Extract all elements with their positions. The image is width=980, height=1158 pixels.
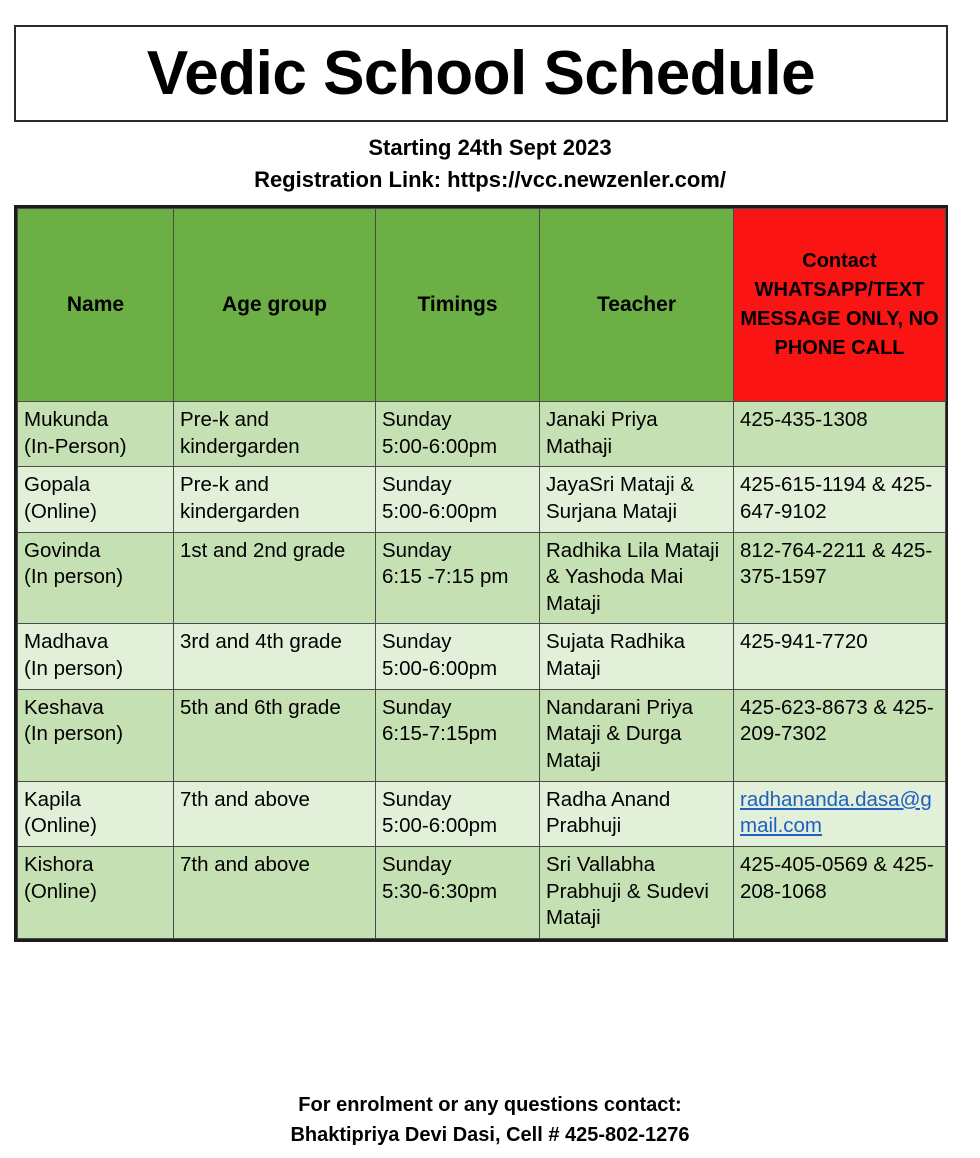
cell-timings — [376, 402, 540, 467]
timings-hours: 5:30-6:30pm — [382, 879, 498, 903]
cell-age-group: 1st and 2nd grade — [174, 532, 376, 624]
timings-hours: 5:00-6:00pm — [382, 814, 498, 838]
table-row — [18, 532, 946, 624]
class-mode: (In person) — [24, 657, 124, 681]
cell-teacher: Nandarani Priya Mataji & Durga Mataji — [540, 689, 734, 781]
schedule-table-wrapper — [14, 205, 948, 942]
timings-day: Sunday — [382, 473, 452, 497]
footer-block — [0, 1090, 980, 1150]
cell-contact — [734, 781, 946, 846]
class-name: Madhava — [24, 630, 109, 654]
class-name: Mukunda — [24, 408, 109, 431]
cell-timings — [376, 532, 540, 624]
footer-contact-text: Bhaktipriya Devi Dasi, Cell # 425-802-1276 — [290, 1124, 690, 1146]
class-name: Govinda — [24, 538, 101, 562]
cell-age-group: 7th and above — [174, 846, 376, 938]
cell-age-group: 5th and 6th grade — [174, 689, 376, 781]
cell-contact: 425-435-1308 — [734, 402, 946, 467]
cell-age-group: 7th and above — [174, 781, 376, 846]
cell-timings — [376, 624, 540, 689]
class-mode: (Online) — [24, 879, 97, 903]
column-header-teacher: Teacher — [540, 209, 734, 402]
class-mode: (Online) — [24, 499, 97, 523]
cell-age-group: Pre-k and kindergarden — [174, 467, 376, 532]
table-row — [18, 846, 946, 938]
cell-teacher: JayaSri Mataji & Surjana Mataji — [540, 467, 734, 532]
timings-hours: 5:00-6:00pm — [382, 657, 498, 681]
timings-hours: 5:00-6:00pm — [382, 434, 498, 458]
cell-name — [18, 532, 174, 624]
table-header-row — [18, 209, 946, 402]
cell-timings — [376, 467, 540, 532]
cell-name — [18, 689, 174, 781]
cell-name — [18, 402, 174, 467]
subtitle-registration-link[interactable]: Registration Link: https://vcc.newzenler.com/ — [254, 166, 726, 192]
cell-teacher: Sujata Radhika Mataji — [540, 624, 734, 689]
timings-hours: 5:00-6:00pm — [382, 499, 498, 523]
class-name: Kishora — [24, 852, 94, 876]
timings-day: Sunday — [382, 630, 452, 654]
cell-contact: 425-623-8673 & 425-209-7302 — [734, 689, 946, 781]
contact-email-link[interactable]: radhananda.dasa@gmail.com — [740, 787, 932, 838]
table-row — [18, 467, 946, 532]
cell-contact: 425-405-0569 & 425-208-1068 — [734, 846, 946, 938]
timings-day: Sunday — [382, 695, 452, 719]
cell-teacher: Radhika Lila Mataji & Yashoda Mai Mataji — [540, 532, 734, 624]
column-header-contact: Contact WHATSAPP/TEXT MESSAGE ONLY, NO PHONE CALL — [734, 209, 946, 402]
cell-timings — [376, 781, 540, 846]
cell-contact: 812-764-2211 & 425-375-1597 — [734, 532, 946, 624]
table-row — [18, 689, 946, 781]
timings-hours: 6:15 -7:15 pm — [382, 565, 509, 589]
class-mode: (In person) — [24, 722, 124, 746]
column-header-name: Name — [18, 209, 174, 402]
title-box — [14, 25, 948, 122]
class-name: Keshava — [24, 695, 104, 719]
footer-enrolment-text: For enrolment or any questions contact: — [298, 1094, 682, 1116]
schedule-table — [17, 208, 946, 939]
timings-day: Sunday — [382, 408, 452, 431]
timings-day: Sunday — [382, 852, 452, 876]
timings-day: Sunday — [382, 787, 452, 811]
table-row — [18, 781, 946, 846]
column-header-timings: Timings — [376, 209, 540, 402]
cell-name — [18, 624, 174, 689]
class-name: Kapila — [24, 787, 81, 811]
cell-name — [18, 467, 174, 532]
cell-contact: 425-941-7720 — [734, 624, 946, 689]
table-row — [18, 402, 946, 467]
timings-hours: 6:15-7:15pm — [382, 722, 498, 746]
cell-teacher: Sri Vallabha Prabhuji & Sudevi Mataji — [540, 846, 734, 938]
class-mode: (In person) — [24, 565, 124, 589]
cell-contact: 425-615-1194 & 425-647-9102 — [734, 467, 946, 532]
subtitle-block — [0, 132, 980, 196]
cell-name — [18, 846, 174, 938]
page-title: Vedic School Schedule — [146, 38, 816, 108]
class-mode: (In-Person) — [24, 434, 127, 458]
column-header-age-group: Age group — [174, 209, 376, 402]
cell-age-group: 3rd and 4th grade — [174, 624, 376, 689]
cell-age-group: Pre-k and kindergarden — [174, 402, 376, 467]
cell-teacher: Radha Anand Prabhuji — [540, 781, 734, 846]
cell-timings — [376, 846, 540, 938]
table-body — [18, 402, 946, 939]
table-header — [18, 209, 946, 402]
timings-day: Sunday — [382, 538, 452, 562]
cell-teacher: Janaki Priya Mathaji — [540, 402, 734, 467]
class-name: Gopala — [24, 473, 91, 497]
cell-name — [18, 781, 174, 846]
cell-timings — [376, 689, 540, 781]
table-row — [18, 624, 946, 689]
class-mode: (Online) — [24, 814, 97, 838]
subtitle-start-date: Starting 24th Sept 2023 — [368, 135, 612, 160]
